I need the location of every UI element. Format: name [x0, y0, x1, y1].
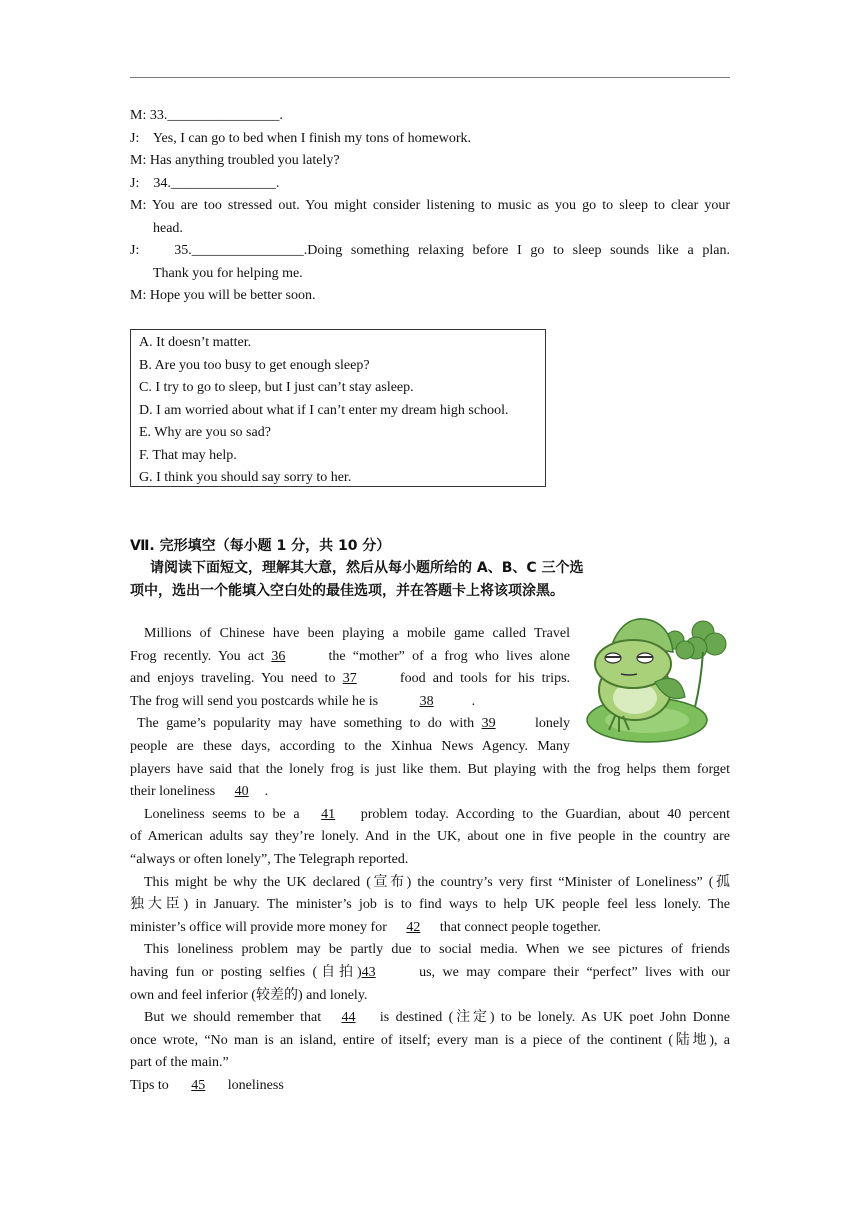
dialogue-line-35: J: 35.________________.Doing something relaxing before I go to sleep sounds like a plan.	[130, 243, 731, 258]
blank-37: 37	[342, 671, 357, 687]
dialogue-line: J: Yes, I can go to bed when I finish my tons of homework.	[130, 130, 472, 146]
paragraph-6: But we should remember that 44 is destined (注定) to be lonely. As UK poet John Donne once wrote, “No man is an island, entire of itself; every man is a piece of the continent (陆地), a part of the main.”	[130, 1007, 730, 1075]
options-box	[130, 329, 546, 487]
blank-36: 36	[271, 648, 286, 664]
paragraph-5: This loneliness problem may be partly due to social media. When we see pictures of friends having fun or posting selfies (自拍)43 us, we may compare their “perfect” lives with our own and feel inferior (较差的) and lonely.	[130, 942, 730, 1003]
dialogue	[130, 105, 730, 308]
blank-34: _______________	[170, 175, 276, 191]
blank-35: ________________	[191, 243, 304, 258]
blank-39: 39	[481, 716, 496, 732]
blank-33: ________________	[167, 108, 280, 123]
dialogue-line: M: Hope you will be better soon.	[130, 288, 316, 303]
section-instruction: 请阅读下面短文，理解其大意，然后从每小题所给的 A、B、C 三个选 项中，选出一个能填入空白处的最佳选项，并在答题卡上将该项涂黑。	[130, 560, 584, 599]
blank-45: 45	[191, 1077, 206, 1093]
passage	[130, 623, 730, 1097]
paragraph-2: The game’s popularity may have something to do with 39 lonely people are these days, according to the Xinhua News Agency. Many players have said that the lonely frog is just like them. But playing with the frog helps them forget their loneliness 40 .	[130, 713, 730, 803]
dialogue-line: M: Has anything troubled you lately?	[130, 153, 340, 168]
dialogue-line-33: M: 33.________________.	[130, 108, 283, 123]
dialogue-line-34: J: 34._______________.	[130, 175, 280, 191]
paragraph-7: Tips to 45 loneliness	[130, 1075, 730, 1098]
option-c: C. I try to go to sleep, but I just can’t stay asleep.	[139, 380, 414, 395]
section-title: Ⅶ. 完形填空（每小题 1 分，共 10 分）	[130, 538, 391, 554]
blank-40: 40	[234, 784, 249, 800]
blank-41: 41	[321, 806, 336, 822]
option-g: G. I think you should say sorry to her.	[139, 470, 352, 485]
paragraph-3: Loneliness seems to be a 41 problem today. According to the Guardian, about 40 percent of American adults say they’re lonely. And in the UK, about one in five people in the country are “always or often lonely”, The Telegraph reported.	[130, 804, 730, 872]
blank-38: 38	[419, 693, 434, 709]
blank-42: 42	[406, 919, 421, 935]
header-rule	[130, 77, 730, 78]
option-a: A. It doesn’t matter.	[139, 335, 252, 350]
blank-44: 44	[341, 1010, 356, 1026]
option-f: F. That may help.	[139, 447, 237, 463]
dialogue-line-cont: Thank you for helping me.	[153, 265, 303, 281]
option-b: B. Are you too busy to get enough sleep?	[139, 357, 370, 373]
option-d: D. I am worried about what if I can’t enter my dream high school.	[139, 402, 509, 418]
paragraph-1: Millions of Chinese have been playing a mobile game called Travel Frog recently. You act 36 the “mother” of a frog who lives alone and enjoys traveling. You need to 37 food and tools for his trips. The frog will send you postcards while he is 38 .	[130, 623, 570, 713]
dialogue-line-cont: head.	[153, 220, 183, 236]
option-e: E. Why are you so sad?	[139, 425, 271, 440]
dialogue-line: M: You are too stressed out. You might consider listening to music as you go to sleep to clear your	[130, 198, 731, 213]
blank-43: 43	[361, 964, 376, 980]
paragraph-4: This might be why the UK declared (宣布) the country’s very first “Minister of Loneliness” (孤 独大臣) in January. The minister’s job is to find ways to help UK people feel less lonely. The minister’s office will provide more money for 42 that connect people together.	[130, 872, 730, 940]
